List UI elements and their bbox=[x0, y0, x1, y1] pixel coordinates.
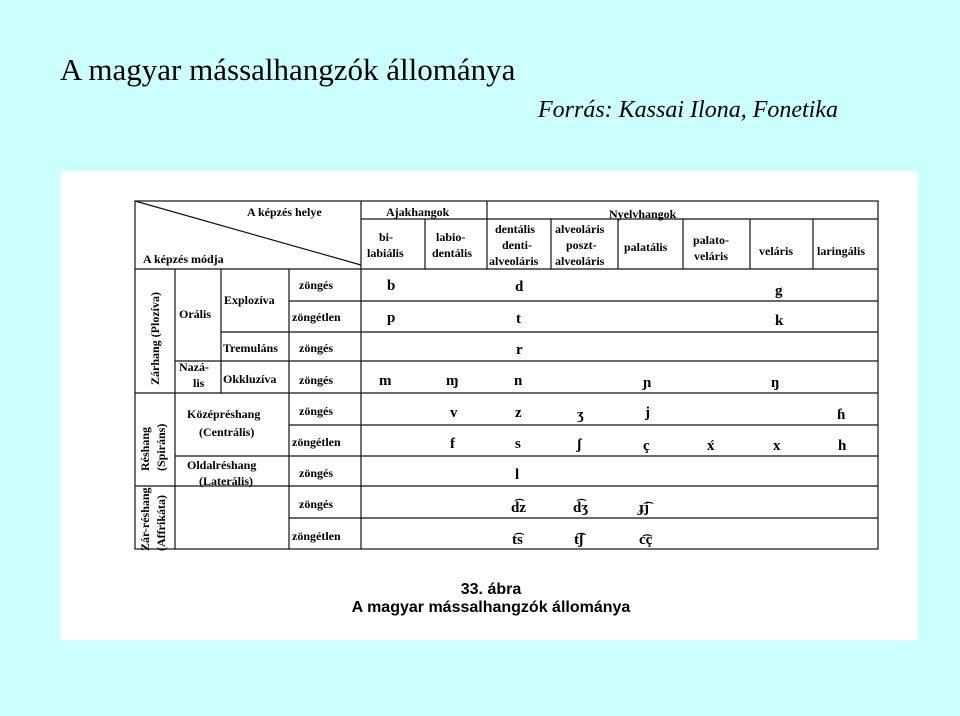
group-reshang-1: Réshang bbox=[138, 426, 152, 471]
symbol-h: h bbox=[838, 438, 847, 454]
symbol-p: p bbox=[387, 310, 396, 326]
label-nazalis-2: lis bbox=[193, 376, 205, 390]
manner-header: A képzés módja bbox=[143, 252, 224, 266]
label-explozivum: Explozíva bbox=[224, 293, 275, 307]
col-dental-1: dentális bbox=[495, 222, 536, 236]
group-reshang-2: (Spiráns) bbox=[154, 423, 168, 471]
voiced-label: zöngés bbox=[299, 278, 333, 292]
symbol-j: j bbox=[645, 405, 650, 421]
group-zarreshang-1: Zár-réshang bbox=[138, 487, 152, 551]
voiced-label: zöngés bbox=[299, 466, 333, 480]
voiceless-label: zöngétlen bbox=[292, 529, 341, 543]
group-zarreshang-2: (Affrikáta) bbox=[154, 495, 168, 551]
col-postalveolar-2: poszt- bbox=[566, 238, 597, 252]
col-bilabial-1: bi- bbox=[379, 230, 394, 244]
symbol-d: d bbox=[515, 279, 524, 295]
label-okkluziva: Okkluzíva bbox=[223, 372, 277, 386]
symbol-f: f bbox=[450, 436, 455, 452]
col-bilabial-2: labiális bbox=[367, 246, 404, 260]
symbol-c-cedilla: ç bbox=[643, 438, 650, 454]
label-oldalres-1: Oldalréshang bbox=[187, 458, 257, 472]
symbol-g: g bbox=[775, 283, 783, 299]
symbol-k: k bbox=[775, 313, 784, 329]
lip-group-header: Ajakhangok bbox=[386, 205, 450, 219]
col-postalveolar-3: alveoláris bbox=[555, 254, 605, 268]
slide-title: A magyar mássalhangzók állománya bbox=[60, 52, 516, 87]
tongue-group-header: Nyelvhangok bbox=[609, 207, 677, 221]
col-labiodental-1: labio- bbox=[436, 230, 466, 244]
symbol-l: l bbox=[515, 467, 520, 483]
symbol-sh: ʃ bbox=[577, 437, 582, 453]
voiced-label: zöngés bbox=[299, 404, 333, 418]
symbol-jj: ɟ͡j bbox=[639, 500, 649, 516]
symbol-ng: ŋ bbox=[771, 375, 780, 391]
caption-number: 33. ábra bbox=[460, 581, 522, 598]
symbol-v: v bbox=[450, 405, 458, 421]
symbol-n: n bbox=[514, 373, 523, 389]
symbol-x-acute: x́ bbox=[707, 438, 715, 454]
label-kozepres-1: Középréshang bbox=[187, 407, 261, 421]
voiceless-label: zöngétlen bbox=[292, 435, 341, 449]
col-laryngeal: laringális bbox=[817, 244, 866, 258]
label-nazalis-1: Nazá- bbox=[179, 360, 209, 374]
voiced-label: zöngés bbox=[299, 497, 333, 511]
symbol-m: m bbox=[379, 373, 392, 389]
symbol-r: r bbox=[516, 342, 523, 358]
symbol-dzh: d͡ʒ bbox=[573, 500, 589, 516]
col-dental-3: alveoláris bbox=[489, 254, 539, 268]
symbol-b: b bbox=[387, 278, 396, 294]
place-header: A képzés helye bbox=[247, 205, 322, 219]
symbol-z: z bbox=[515, 405, 522, 421]
caption-text: A magyar mássalhangzók állománya bbox=[351, 599, 631, 616]
scanned-figure bbox=[61, 171, 918, 640]
symbol-x: x bbox=[773, 438, 781, 454]
col-palatal: palatális bbox=[624, 240, 668, 254]
voiced-label: zöngés bbox=[299, 341, 333, 355]
col-dental-2: denti- bbox=[502, 238, 532, 252]
label-tremulans: Tremuláns bbox=[223, 341, 278, 355]
symbol-mj: ɱ bbox=[446, 373, 459, 389]
col-palatovelar-2: veláris bbox=[694, 249, 728, 263]
label-kozepres-2: (Centrális) bbox=[199, 425, 255, 439]
col-postalveolar-1: alveoláris bbox=[555, 222, 605, 236]
symbol-cc: c͡ç bbox=[639, 532, 653, 548]
label-oldalres-2: (Laterális) bbox=[199, 474, 253, 488]
symbol-ts: t͡s bbox=[512, 532, 523, 548]
symbol-t: t bbox=[516, 311, 521, 327]
figure-caption bbox=[341, 581, 641, 617]
slide-source: Forrás: Kassai Ilona, Fonetika bbox=[538, 97, 838, 123]
symbol-dz: d͡z bbox=[511, 500, 526, 516]
symbol-nj: ɲ bbox=[643, 375, 652, 391]
voiced-label: zöngés bbox=[299, 373, 333, 387]
symbol-zh: ʒ bbox=[577, 407, 584, 423]
symbol-tsh: t͡ʃ bbox=[574, 532, 584, 548]
col-velar: veláris bbox=[759, 244, 793, 258]
symbol-hv: ɦ bbox=[837, 407, 846, 423]
group-zarhang: Zárhang (Plozíva) bbox=[148, 292, 162, 385]
consonant-table bbox=[61, 171, 918, 640]
col-labiodental-2: dentális bbox=[432, 246, 473, 260]
symbol-s: s bbox=[515, 436, 521, 452]
col-palatovelar-1: palato- bbox=[693, 233, 729, 247]
voiceless-label: zöngétlen bbox=[292, 310, 341, 324]
label-oralis: Orális bbox=[179, 307, 211, 321]
